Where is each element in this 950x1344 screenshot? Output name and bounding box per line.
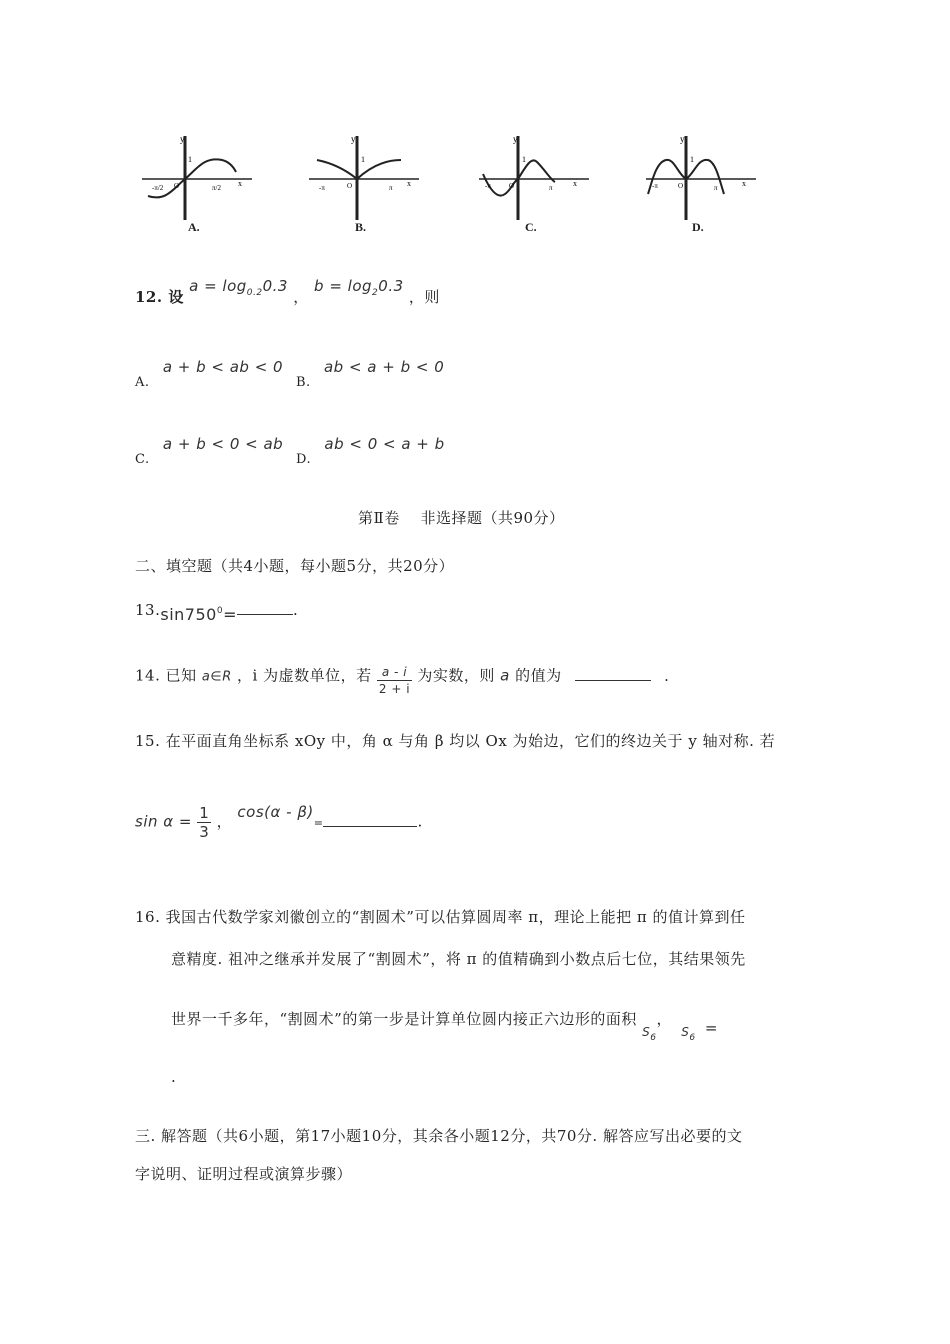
q12-prefix: 12. 设 [135,288,184,306]
q12-option-a [135,358,284,390]
q12-option-b-letter: B. [296,375,311,390]
q14-fraction: $\frac{a - i}{2 + i}$ [378,665,411,696]
q13-end: . [292,601,299,619]
q16-end: . [171,1068,177,1086]
q13-answer-blank[interactable] [237,602,293,615]
q16-s6b: S6 [681,1025,696,1043]
svg-text:y: y [680,134,685,144]
q16-sep: ， [656,1010,672,1028]
svg-text:-π: -π [485,182,491,190]
svg-text:1: 1 [690,155,694,164]
section2-heading: 二、填空题（共4小题，每小题5分，共20分） [135,557,455,575]
svg-text:O: O [678,182,684,190]
q15-comma: ， [216,812,233,831]
q14 [135,660,670,696]
q16-line3 [171,1008,718,1043]
q12-option-d-letter: D. [296,452,312,467]
svg-text:-π/2: -π/2 [152,184,164,192]
q15-line1: 15. 在平面直角坐标系 xOy 中，角 α 与角 β 均以 Ox 为始边，它们的终边关于 y 轴对称. 若 [135,732,776,750]
svg-text:-π: -π [319,184,325,192]
svg-text:O: O [347,182,353,190]
q12-option-b-expr: ab < a + b < 0 [323,358,445,376]
svg-text:x: x [238,179,242,188]
svg-text:x: x [573,179,577,188]
svg-text:π: π [389,184,393,192]
q12-suffix: ，则 [408,288,440,306]
q12-option-a-letter: A. [135,375,150,390]
svg-text:O: O [509,182,515,190]
graph-a [138,128,256,234]
q16-eq: = [704,1019,718,1037]
q12-sep: ， [293,288,309,306]
section3-line1: 三. 解答题（共6小题，第17小题10分，其余各小题12分，共70分. 解答应写出必要的文 [135,1127,743,1145]
q14-cond: a∈R [201,669,232,685]
q13 [135,600,299,624]
svg-text:y: y [513,134,518,144]
q12-option-c-expr: a + b < 0 < ab [162,435,284,453]
q16-s6a: S6 [642,1025,657,1043]
svg-text:π/2: π/2 [212,184,221,192]
svg-text:y: y [351,134,356,144]
q14-prefix: 14. 已知 [135,666,197,685]
svg-text:1: 1 [188,155,192,164]
q12-b-def: $b = \log_20.3$ [314,277,404,298]
graph-b [305,128,423,234]
svg-text:x: x [407,179,411,188]
svg-text:1: 1 [522,155,526,164]
q16-line1: 16. 我国古代数学家刘徽创立的“割圆术”可以估算圆周率 π，理论上能把 π 的值计算到任 [135,908,746,926]
q14-var: a [500,666,510,685]
graph-a-plot [138,128,256,223]
graph-c-plot [475,128,593,223]
q12-option-c [135,435,284,467]
graph-c [475,128,593,234]
q16-line3-text: 世界一千多年，“割圆术”的第一步是计算单位圆内接正六边形的面积 [171,1010,637,1028]
q15-end: . [417,812,423,831]
svg-text:π: π [549,184,553,192]
q12-option-d [296,435,445,467]
part2-title: 第Ⅱ卷 非选择题（共90分） [358,509,565,527]
q15-eq: = [313,816,324,830]
section3-line2: 字说明、证明过程或演算步骤） [135,1165,353,1183]
q12-stem [135,277,440,309]
q12-option-c-letter: C. [135,452,150,467]
graph-d-plot [642,128,760,223]
q14-end: . [664,666,670,685]
q12-option-a-expr: a + b < ab < 0 [162,358,284,376]
svg-text:-π: -π [652,182,658,190]
svg-text:1: 1 [361,155,365,164]
svg-text:π: π [714,184,718,192]
q14-answer-blank[interactable] [575,668,651,681]
q16-line2: 意精度. 祖冲之继承并发展了“割圆术”，将 π 的值精确到小数点后七位，其结果领先 [171,950,746,968]
svg-text:y: y [180,134,185,144]
q15-line2 [135,804,423,841]
graph-c-label: C. [525,220,537,234]
graph-d [642,128,760,234]
q13-expr: $\sin 750^0=$ [160,605,237,624]
q14-suffix2: 的值为 [515,666,562,685]
q12-option-b [296,358,445,390]
q14-suffix: 为实数，则 [417,666,495,685]
q15-fraction: $\frac{1}{3}$ [199,804,210,841]
graph-a-label: A. [188,220,200,234]
graph-b-label: B. [355,220,367,234]
q15-answer-blank[interactable] [323,814,417,827]
q15-sin-lhs: sin α = [135,812,192,831]
q15-cos-expr: cos(α - β) [237,802,314,821]
graph-d-label: D. [692,220,704,234]
q14-mid: ，i 为虚数单位，若 [237,666,372,685]
svg-text:O: O [174,182,180,190]
svg-text:x: x [742,179,746,188]
graph-b-plot [305,128,423,223]
q13-num: 13. [135,601,161,619]
q12-option-d-expr: ab < 0 < a + b [324,435,445,453]
q12-a-def: $a = \log_{0.2}0.3$ [189,277,288,298]
